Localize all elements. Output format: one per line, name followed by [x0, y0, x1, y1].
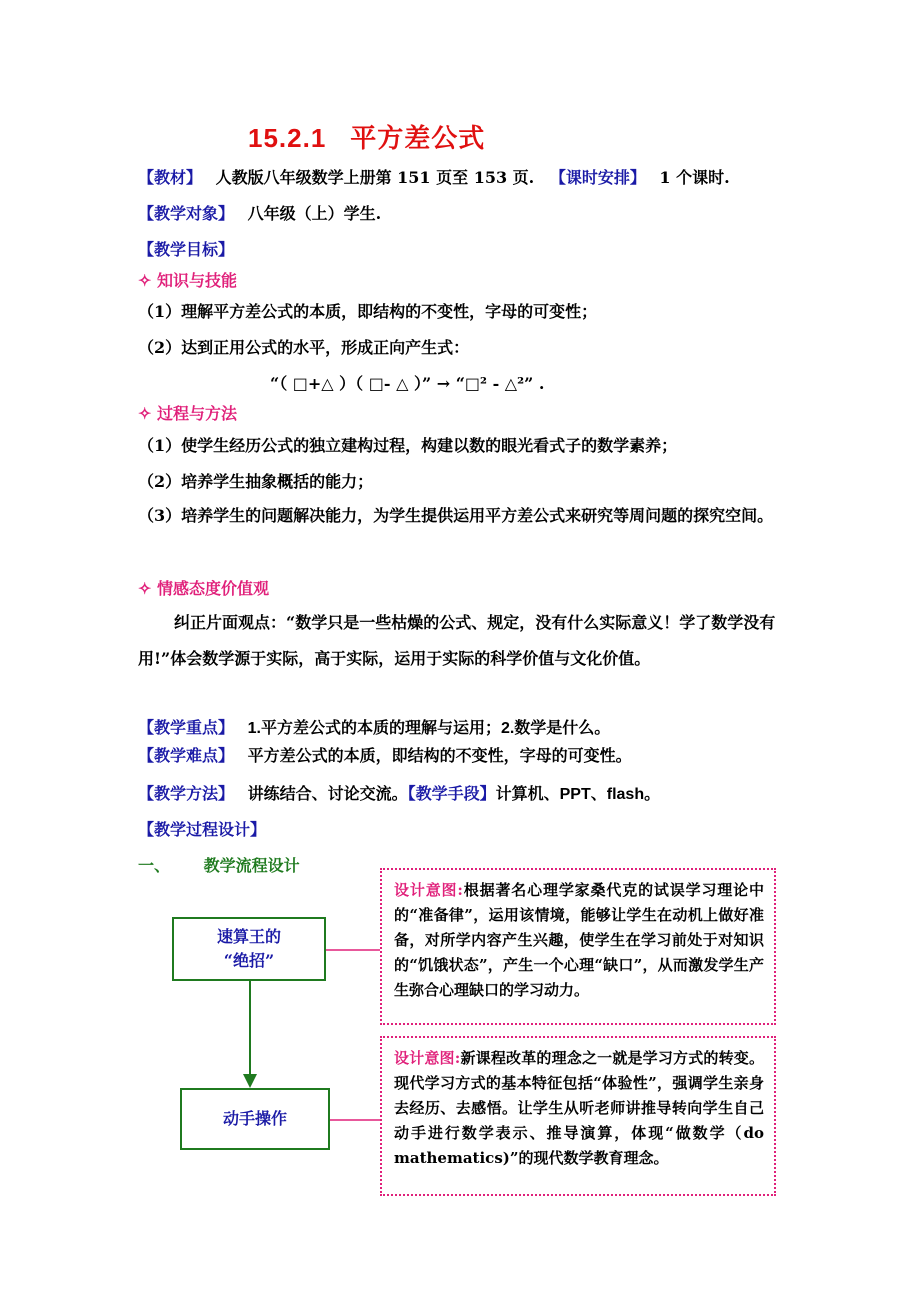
- textbook-label: 【教材】: [138, 168, 203, 187]
- flow-box-speed-king: [172, 917, 326, 981]
- process-item-1: （1）使学生经历公式的独立建构过程，构建以数的眼光看式子的数学素养；: [138, 436, 678, 455]
- flow-box-1-line-1: 速算王的: [216, 927, 281, 946]
- audience-value: 八年级（上）学生.: [247, 204, 382, 223]
- formula: “（ □+△ ）（ □- △ ）” → “□² - △²” .: [270, 374, 545, 393]
- design-intent-note-1: [380, 868, 776, 1025]
- title-number: 15.2.1: [248, 123, 327, 153]
- flow-arrow-head: [243, 1074, 257, 1088]
- process-item-3: （3）培养学生的问题解决能力，为学生提供运用平方差公式来研究等周问题的探究空间。: [138, 506, 774, 525]
- title-text: 平方差公式: [350, 124, 486, 154]
- emotion-heading: ✧ 情感态度价值观: [138, 579, 269, 598]
- audience-label: 【教学对象】: [138, 204, 235, 223]
- key-points-value: 1.平方差公式的本质的理解与运用；2.数学是什么。: [247, 720, 611, 737]
- note-2-text: 新课程改革的理念之一就是学习方式的转变。现代学习方式的基本特征包括“体验性”，强调学生亲身去经历、去感悟。让学生从听老师讲推导转向学生自己动手进行数学表示、推导演算，体现“做数学（do mathematics)”的现代数学教育理念。: [394, 1049, 764, 1167]
- note-2-label: 设计意图:: [394, 1049, 461, 1067]
- section-one-title: 教学流程设计: [203, 856, 300, 875]
- schedule-label: 【课时安排】: [549, 168, 646, 187]
- flow-box-1-line-2: “绝招”: [223, 951, 275, 970]
- design-intent-note-2: [380, 1036, 776, 1196]
- means-value: 计算机、PPT、flash。: [495, 786, 661, 803]
- methods-value: 讲练结合、讨论交流。: [247, 784, 408, 803]
- process-design-label: 【教学过程设计】: [138, 820, 267, 839]
- difficulties-label: 【教学难点】: [138, 746, 235, 765]
- section-one-number: 一、: [138, 856, 171, 875]
- flow-box-hands-on: [180, 1088, 330, 1150]
- means-label: 【教学手段】: [407, 784, 496, 803]
- difficulties-value: 平方差公式的本质，即结构的不变性，字母的可变性。: [247, 746, 632, 765]
- process-item-2: （2）培养学生抽象概括的能力；: [138, 472, 374, 491]
- note-1-text: 根据著名心理学家桑代克的试误学习理论中的“准备律”，运用该情境，能够让学生在动机上做好准备，对所学内容产生兴趣，使学生在学习前处于对知识的“饥饿状态”，产生一个心理“缺口”，从而激发学生产生弥合心理缺口的学习动力。: [394, 881, 764, 999]
- note-1-label: 设计意图:: [394, 881, 463, 899]
- textbook-value: 人教版八年级数学上册第 151 页至 153 页.: [215, 168, 535, 187]
- schedule-value: 1 个课时.: [659, 168, 730, 187]
- process-heading: ✧ 过程与方法: [138, 404, 237, 423]
- methods-label: 【教学方法】: [138, 784, 235, 803]
- knowledge-heading: ✧ 知识与技能: [138, 271, 237, 290]
- key-points-label: 【教学重点】: [138, 718, 235, 737]
- goals-label: 【教学目标】: [138, 240, 235, 259]
- flow-box-2-label: 动手操作: [222, 1109, 287, 1128]
- emotion-text: 纠正片面观点：“数学只是一些枯燥的公式、规定，没有什么实际意义！学了数学没有用!”体会数学源于实际，高于实际，运用于实际的科学价值与文化价值。: [138, 613, 776, 668]
- knowledge-item-1: （1）理解平方差公式的本质，即结构的不变性，字母的可变性；: [138, 302, 598, 321]
- knowledge-item-2: （2）达到正用公式的水平，形成正向产生式：: [138, 338, 470, 357]
